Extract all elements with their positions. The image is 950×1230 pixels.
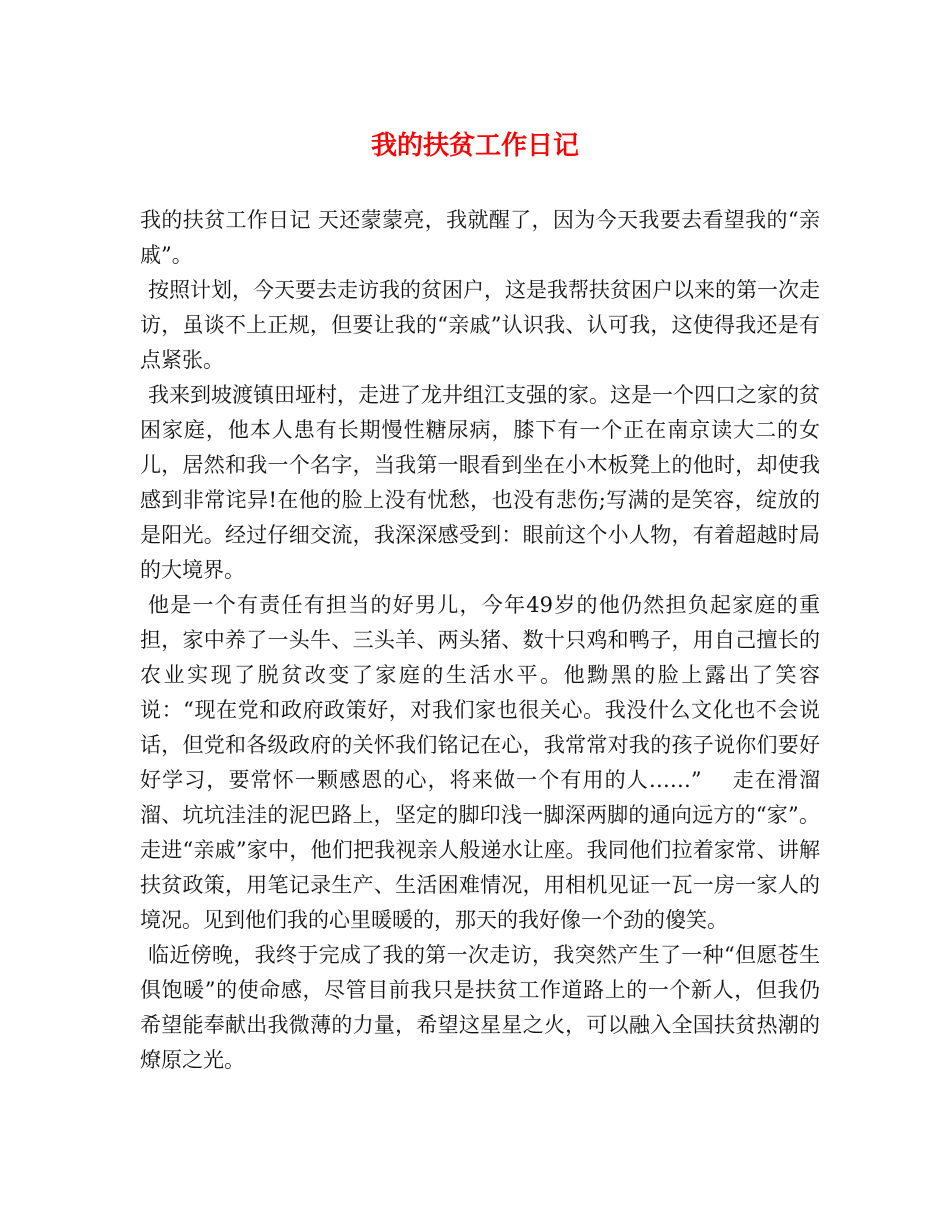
paragraph-3: 我来到坡渡镇田垭村，走进了龙井组江支强的家。这是一个四口之家的贫困家庭，他本人患有长期慢性糖尿病，膝下有一个正在南京读大二的女儿，居然和我一个名字，当我第一眼看到坐在小木板凳上的他时，却使我感到非常诧异!在他的脸上没有忧愁，也没有悲伤;写满的是笑容，绽放的是阳光。经过仔细交流，我深深感受到：眼前这个小人物，有着超越时局的大境界。 <box>140 383 820 582</box>
paragraph-1: 我的扶贫工作日记 天还蒙蒙亮，我就醒了，因为今天我要去看望我的“亲戚”。 <box>140 208 820 267</box>
paragraph-4: 他是一个有责任有担当的好男儿，今年49岁的他仍然担负起家庭的重担，家中养了一头牛、三头羊、两头猪、数十只鸡和鸭子，用自己擅长的农业实现了脱贫改变了家庭的生活水平。他黝黑的脸上露出了笑容说：“现在党和政府政策好，对我们家也很关心。我没什么文化也不会说话，但党和各级政府的关怀我们铭记在心，我常常对我的孩子说你们要好好学习，要常怀一颗感恩的心，将来做一个有用的人……” 走在滑溜溜、坑坑洼洼的泥巴路上，坚定的脚印浅一脚深两脚的通向远方的“家”。走进“亲戚”家中，他们把我视亲人般递水让座。我同他们拉着家常、讲解扶贫政策，用笔记录生产、生活困难情况，用相机见证一瓦一房一家人的境况。见到他们我的心里暖暖的，那天的我好像一个劲的傻笑。 <box>140 593 820 932</box>
paragraph-5: 临近傍晚，我终于完成了我的第一次走访，我突然产生了一种“但愿苍生俱饱暖”的使命感，尽管目前我只是扶贫工作道路上的一个新人，但我仍希望能奉献出我微薄的力量，希望这星星之火，可以融入全国扶贫热潮的燎原之光。 <box>140 943 820 1072</box>
document-title: 我的扶贫工作日记 <box>370 131 579 161</box>
paragraph-2: 按照计划，今天要去走访我的贫困户，这是我帮扶贫困户以来的第一次走访，虽谈不上正规，但要让我的“亲戚”认识我、认可我，这使得我还是有点紧张。 <box>140 278 820 372</box>
document-body <box>140 203 820 1078</box>
